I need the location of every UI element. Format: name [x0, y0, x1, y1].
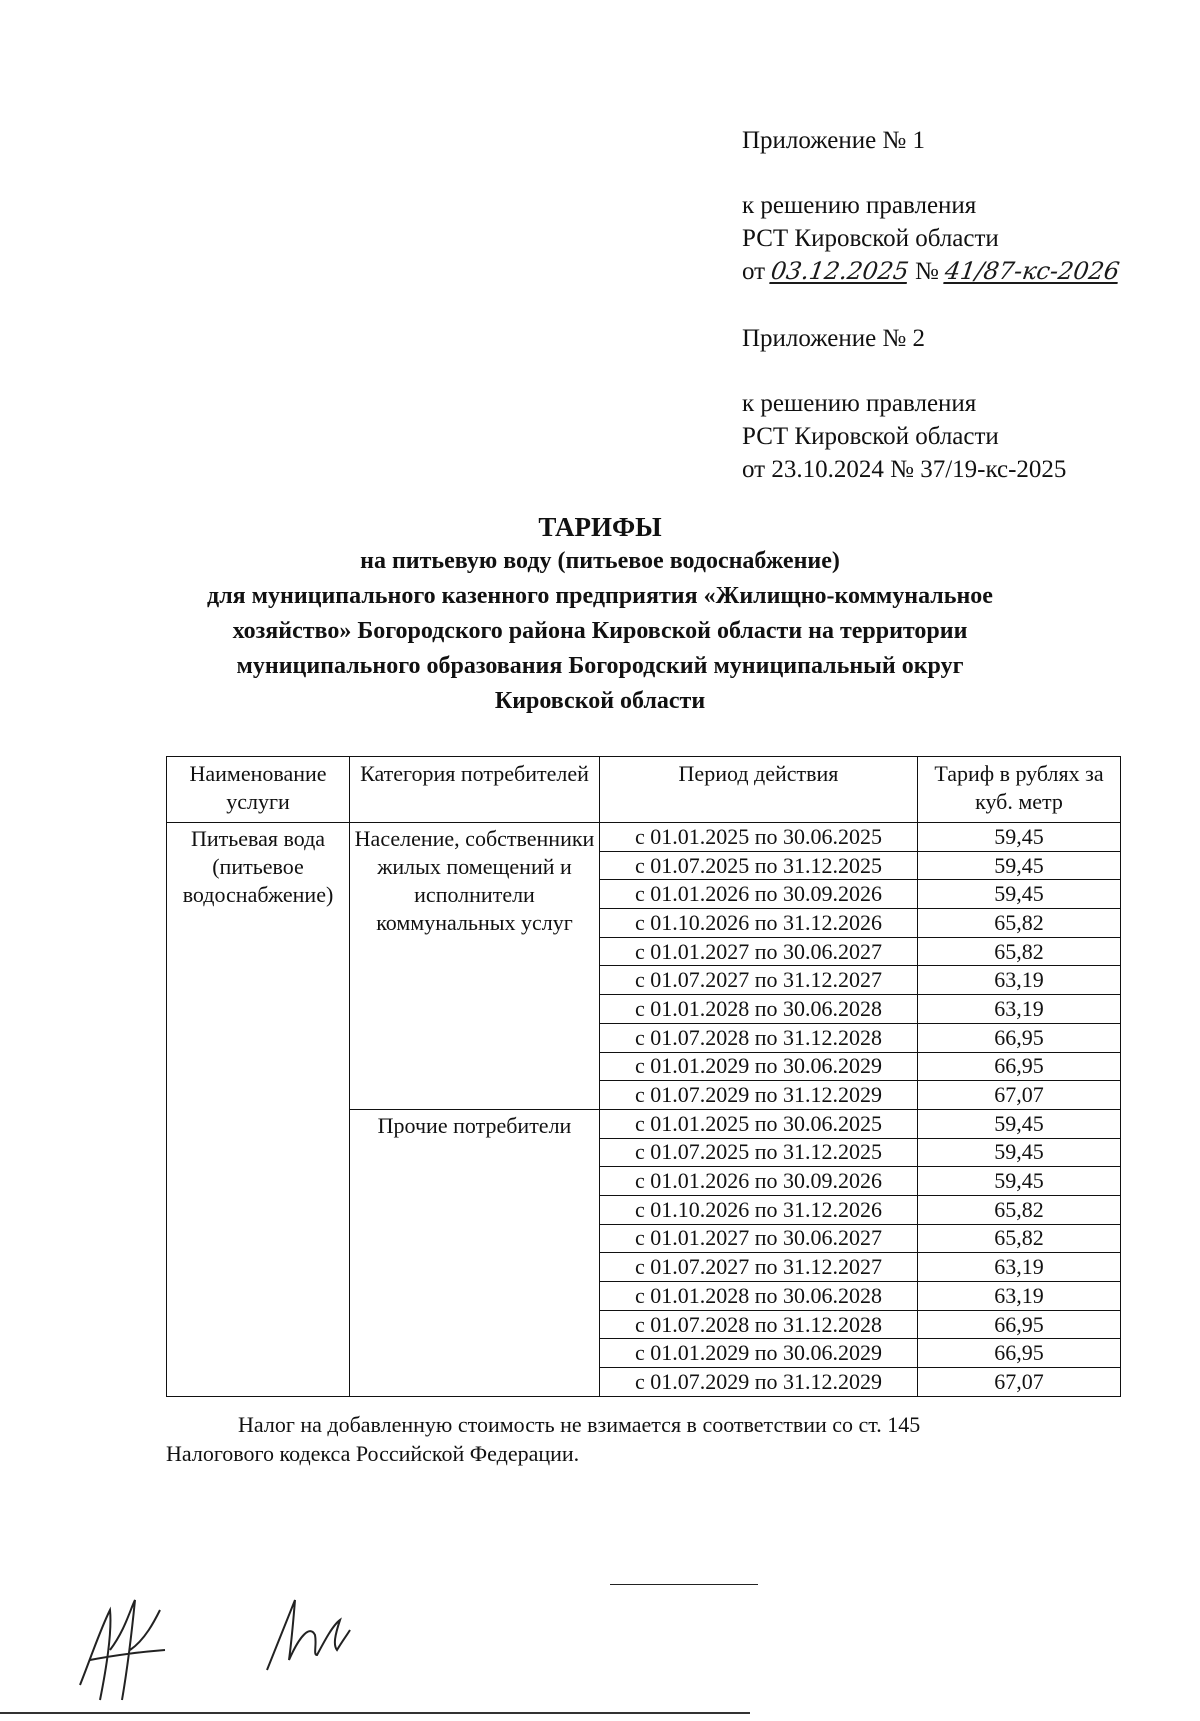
header-period: Период действия: [600, 757, 918, 823]
period-cell: с 01.07.2029 по 31.12.2029: [600, 1081, 918, 1110]
period-cell: с 01.07.2025 по 31.12.2025: [600, 851, 918, 880]
period-cell: с 01.07.2028 по 31.12.2028: [600, 1310, 918, 1339]
tariff-table-body: [167, 823, 1121, 1397]
appendix-2-line3: от 23.10.2024 № 37/19-кс-2025: [742, 456, 1067, 483]
appendix-1-date-line: [742, 255, 1122, 288]
period-cell: с 01.01.2028 по 30.06.2028: [600, 1282, 918, 1311]
tariff-cell: 65,82: [918, 937, 1121, 966]
period-cell: с 01.01.2029 по 30.06.2029: [600, 1339, 918, 1368]
service-name-cell: Питьевая вода (питьевое водоснабжение): [167, 823, 350, 1397]
period-cell: с 01.10.2026 по 31.12.2026: [600, 909, 918, 938]
tariff-table: [166, 756, 1121, 1397]
period-cell: с 01.07.2025 по 31.12.2025: [600, 1138, 918, 1167]
tariff-cell: 65,82: [918, 1224, 1121, 1253]
appendix-1-handwritten-number: 41/87-кс-2026: [943, 257, 1122, 285]
tariff-cell: 63,19: [918, 995, 1121, 1024]
appendix-2-line2: РСТ Кировской области: [742, 423, 999, 450]
tariff-cell: 59,45: [918, 880, 1121, 909]
header-tariff: Тариф в рублях за куб. метр: [918, 757, 1121, 823]
period-cell: с 01.01.2027 по 30.06.2027: [600, 937, 918, 966]
appendix-1-line1: к решению правления: [742, 192, 977, 219]
appendix-1-from-label: от: [742, 258, 766, 285]
vat-note-line2: Налогового кодекса Российской Федерации.: [166, 1441, 580, 1466]
tariff-cell: 59,45: [918, 1138, 1121, 1167]
heading-line: на питьевую воду (питьевое водоснабжение): [360, 548, 840, 574]
heading-title: ТАРИФЫ: [538, 512, 662, 542]
header-service: Наименование услуги: [167, 757, 350, 823]
appendix-1-title: Приложение № 1: [742, 127, 926, 154]
period-cell: с 01.01.2028 по 30.06.2028: [600, 995, 918, 1024]
tariff-cell: 67,07: [918, 1368, 1121, 1397]
appendix-1-line2: РСТ Кировской области: [742, 225, 999, 252]
appendix-1-handwritten-date: 03.12.2025: [769, 257, 911, 285]
appendix-2-block: [742, 322, 1066, 486]
document-heading: [100, 510, 1100, 719]
period-cell: с 01.07.2028 по 31.12.2028: [600, 1023, 918, 1052]
heading-line: муниципального образования Богородский муниципальный округ: [236, 653, 964, 679]
period-cell: с 01.07.2027 по 31.12.2027: [600, 966, 918, 995]
period-cell: с 01.07.2029 по 31.12.2029: [600, 1368, 918, 1397]
tariff-cell: 66,95: [918, 1052, 1121, 1081]
signature-2: [255, 1580, 365, 1690]
period-cell: с 01.01.2025 по 30.06.2025: [600, 823, 918, 852]
period-cell: с 01.01.2025 по 30.06.2025: [600, 1109, 918, 1138]
heading-line: хозяйство» Богородского района Кировской области на территории: [232, 618, 968, 644]
appendix-2-title: Приложение № 2: [742, 325, 926, 352]
category-cell: Население, собственники жилых помещений и исполнители коммунальных услуг: [350, 823, 600, 1110]
category-cell: Прочие потребители: [350, 1109, 600, 1396]
period-cell: с 01.07.2027 по 31.12.2027: [600, 1253, 918, 1282]
tariff-cell: 63,19: [918, 1282, 1121, 1311]
tariff-cell: 66,95: [918, 1023, 1121, 1052]
tariff-cell: 59,45: [918, 1167, 1121, 1196]
tariff-cell: 59,45: [918, 1109, 1121, 1138]
table-row: [167, 823, 1121, 852]
appendix-2-line1: к решению правления: [742, 390, 977, 417]
period-cell: с 01.01.2026 по 30.09.2026: [600, 1167, 918, 1196]
tariff-cell: 66,95: [918, 1339, 1121, 1368]
period-cell: с 01.10.2026 по 31.12.2026: [600, 1195, 918, 1224]
appendix-1-number-label: №: [915, 258, 939, 285]
tariff-cell: 59,45: [918, 851, 1121, 880]
period-cell: с 01.01.2029 по 30.06.2029: [600, 1052, 918, 1081]
tariff-cell: 63,19: [918, 966, 1121, 995]
period-cell: с 01.01.2026 по 30.09.2026: [600, 880, 918, 909]
header-category: Категория потребителей: [350, 757, 600, 823]
separator-line: [610, 1584, 758, 1585]
heading-line: для муниципального казенного предприятия «Жилищно-коммунальное: [207, 583, 993, 609]
signature-1: [70, 1590, 190, 1710]
vat-note: [166, 1410, 1066, 1468]
tariff-cell: 65,82: [918, 1195, 1121, 1224]
tariff-cell: 63,19: [918, 1253, 1121, 1282]
tariff-cell: 59,45: [918, 823, 1121, 852]
tariff-cell: 66,95: [918, 1310, 1121, 1339]
period-cell: с 01.01.2027 по 30.06.2027: [600, 1224, 918, 1253]
heading-line: Кировской области: [494, 688, 706, 714]
appendix-1-block: [742, 124, 1122, 288]
vat-note-line1: Налог на добавленную стоимость не взимается в соответствии со ст. 145: [238, 1412, 921, 1437]
page-bottom-line: [0, 1712, 750, 1714]
tariff-cell: 65,82: [918, 909, 1121, 938]
tariff-cell: 67,07: [918, 1081, 1121, 1110]
table-header-row: [167, 757, 1121, 823]
